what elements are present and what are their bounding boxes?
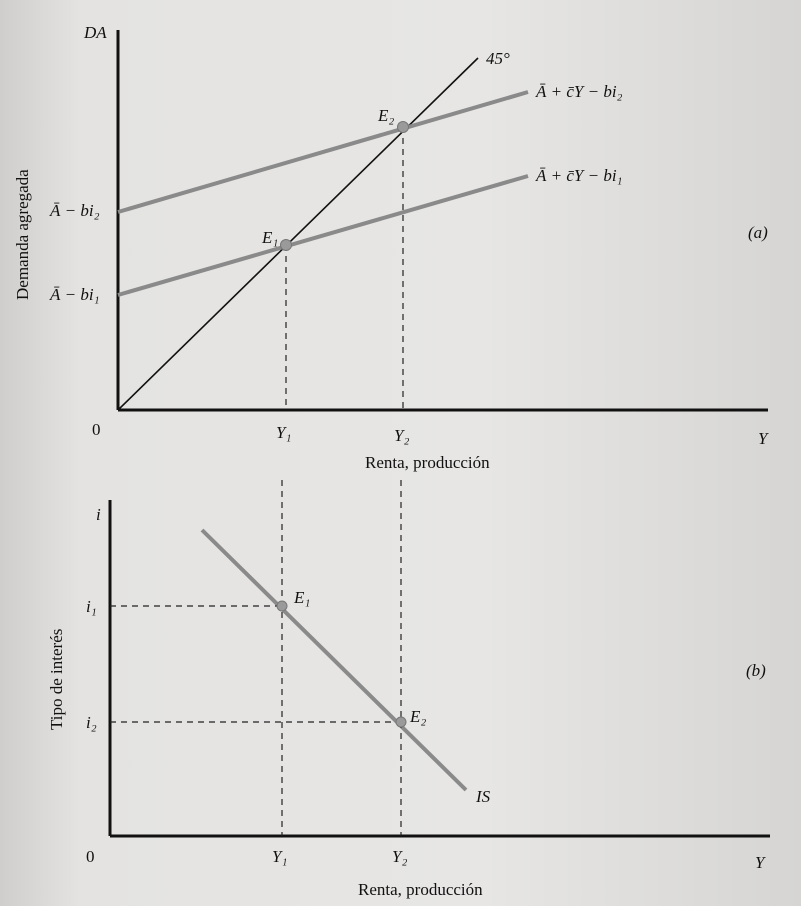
tick-y1-b: Y₁ (272, 847, 288, 866)
point-e1-a (281, 240, 292, 251)
point-e1-b (277, 601, 287, 611)
x-axis-title-b: Renta, producción (358, 880, 483, 899)
tick-y2-b: Y₂ (392, 847, 408, 866)
panel-b (47, 480, 770, 899)
tick-y2-a: Y₂ (394, 426, 410, 445)
point-e2-a (398, 122, 409, 133)
label-e1-b: E₁ (294, 588, 311, 607)
line-45-degree (118, 58, 478, 410)
y-axis-label-a: DA (84, 23, 107, 42)
label-upper-line: Ā + c̄Y − bi₂ (536, 82, 623, 101)
label-intercept-lower: Ā − bi₁ (50, 285, 100, 304)
label-lower-line: Ā + c̄Y − bi₁ (536, 166, 623, 185)
y-axis-title-b: Tipo de interés (47, 628, 66, 730)
label-is-curve: IS (476, 787, 491, 806)
origin-b: 0 (86, 847, 95, 866)
tick-i2: i₂ (86, 713, 97, 732)
origin-a: 0 (92, 420, 101, 439)
panel-tag-b: (b) (746, 661, 766, 680)
label-e2-a: E₂ (378, 106, 395, 125)
x-axis-title-a: Renta, producción (365, 453, 490, 472)
panel-tag-a: (a) (748, 223, 768, 242)
label-45: 45° (486, 49, 510, 68)
x-axis-label-a: Y (758, 429, 768, 448)
is-curve (202, 530, 466, 790)
x-axis-label-b: Y (755, 853, 765, 872)
y-axis-title-a: Demanda agregada (13, 169, 32, 300)
y-axis-label-b: i (96, 505, 101, 524)
panel-a (13, 23, 769, 472)
tick-i1: i₁ (86, 597, 97, 616)
label-intercept-upper: Ā − bi₂ (50, 201, 100, 220)
label-e1-a: E₁ (262, 228, 279, 247)
tick-y1-a: Y₁ (276, 423, 292, 442)
label-e2-b: E₂ (410, 707, 427, 726)
point-e2-b (396, 717, 406, 727)
